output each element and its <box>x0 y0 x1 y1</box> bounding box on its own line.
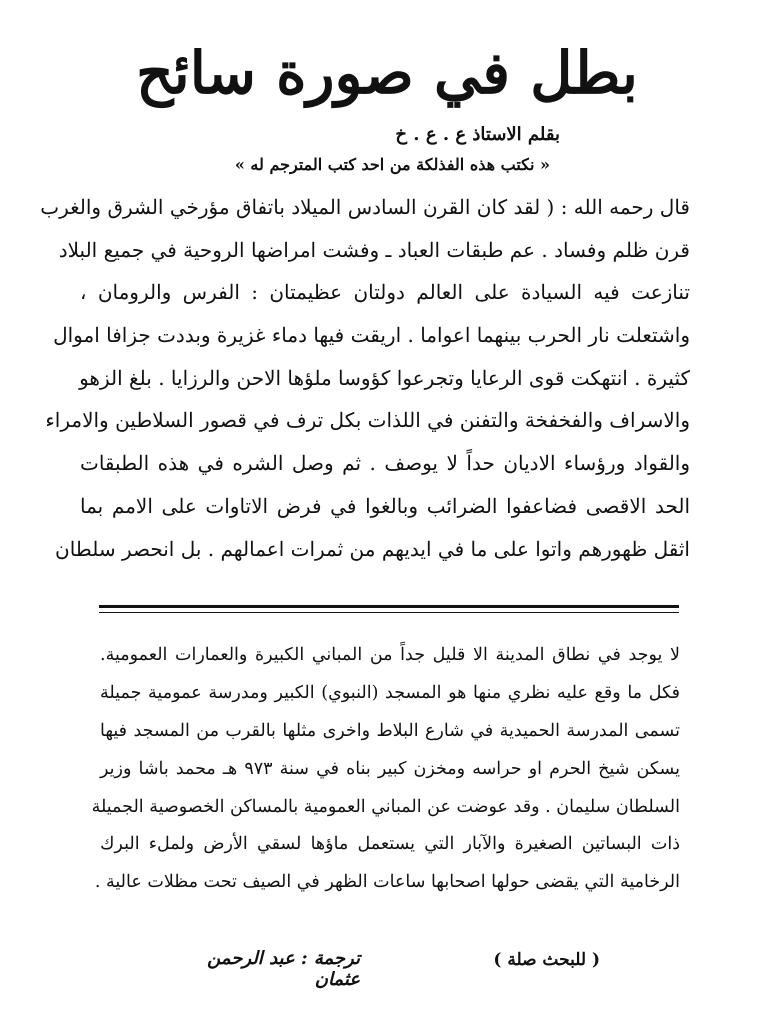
body-line: السلطان سليمان . وقد عوضت عن المباني العمومية بالمساكن الخصوصية الجميلة <box>91 796 680 817</box>
article-byline: بقلم الاستاذ ع . ع . خ <box>395 124 560 145</box>
article-title: بطل في صورة سائح <box>136 39 638 107</box>
body-line: والاسراف والفخفخة والتفنن في اللذات بكل ترف في قصور السلاطين والامراء <box>45 408 690 433</box>
body-line: قرن ظلم وفساد . عم طبقات العباد ـ وفشت امراضها الروحية في جميع البلاد <box>58 237 690 262</box>
body-line: والقواد ورؤساء الاديان حداً لا يوصف . ثم وصل الشره في هذه الطبقات <box>80 451 690 476</box>
section-divider-thick <box>99 605 679 608</box>
body-line: تسمى المدرسة الحميدية في شارع البلاط واخرى مثلها بالقرب من المسجد فيها <box>100 720 680 741</box>
body-line: يسكن شيخ الحرم او حراسه ومخزن كبير بناه في سنة ٩٧٣ هـ محمد باشا وزير <box>100 758 680 779</box>
body-line: تنازعت فيه السيادة على العالم دولتان عظيمتان : الفرس والرومان ، <box>80 280 690 305</box>
article-body <box>40 186 690 570</box>
article-note: « نكتب هذه الفذلكة من احد كتب المترجم له » <box>234 155 550 174</box>
continued-note: ( للبحث صلة ) <box>493 950 600 970</box>
body-line: اثقل ظهورهم واتوا على ما في ايديهم من ثمرات اعمالهم . بل انحصر سلطان <box>55 536 690 561</box>
body-line: كثيرة . انتهكت قوى الرعايا وتجرعوا كؤوسا ملؤها الاحن والرزايا . بلغ الزهو <box>79 365 690 390</box>
body-line: فكل ما وقع عليه نظري منها هو المسجد (النبوي) الكبير ومدرسة عمومية جميلة <box>100 682 680 703</box>
body-line: ذات البساتين الصغيرة والآبار التي يستعمل ماؤها لسقي الأرض ولملء البرك <box>100 834 680 855</box>
body-line: الرخامية التي يقضى حولها اصحابها ساعات الظهر في الصيف تحت مظلات عالية . <box>94 872 680 893</box>
body-line: قال رحمه الله : ( لقد كان القرن السادس الميلاد باتفاق مؤرخي الشرق والغرب <box>40 195 690 219</box>
section-divider-thin <box>99 612 679 613</box>
body-line: لا يوجد في نطاق المدينة الا قليل جداً من المباني الكبيرة والعمارات العمومية. <box>100 645 680 665</box>
body-line: واشتعلت نار الحرب بينهما اعواما . اريقت فيها دماء غزيرة وبددت جزافا اموال <box>53 323 690 348</box>
body-line: الحد الاقصى فضاعفوا الضرائب وبالغوا في فرض الاتاوات على الامم بما <box>80 493 690 518</box>
translator-credit: ترجمة : عبد الرحمن عثمان <box>207 948 360 990</box>
second-article-body <box>91 637 680 902</box>
